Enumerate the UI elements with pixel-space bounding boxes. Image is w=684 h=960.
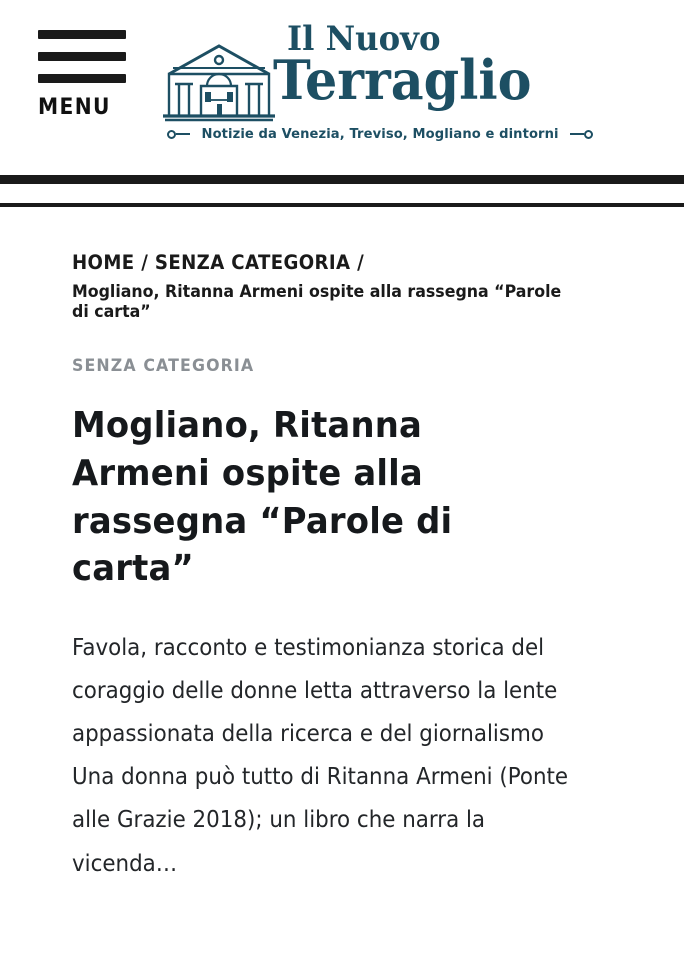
logo-line-1: Il Nuovo [287, 19, 441, 59]
tagline-dot-right-icon [584, 130, 593, 139]
header-rule-gap [0, 184, 684, 203]
logo-line-2: Terraglio [273, 48, 532, 112]
villa-building-icon [155, 30, 283, 126]
tagline-rule-right [570, 133, 584, 135]
article-category-label[interactable]: SENZA CATEGORIA [72, 356, 255, 377]
hamburger-icon[interactable] [38, 30, 126, 83]
breadcrumb-current: Mogliano, Ritanna Armeni ospite alla rassegna “Parole di carta” [72, 282, 562, 323]
site-header [0, 0, 684, 175]
breadcrumb-category[interactable]: SENZA CATEGORIA [154, 251, 351, 274]
breadcrumb [72, 251, 574, 275]
page-title: Mogliano, Ritanna Armeni ospite alla rassegna “Parole di carta” [72, 405, 453, 590]
article-excerpt: Favola, racconto e testimonianza storica del coraggio delle donne letta attraverso la lente appassionata della ricerca e del giornalismo Una donna può tutto di Ritanna Armeni (Ponte alle Grazie 2018); un libro che narra la vicenda… [72, 634, 569, 877]
breadcrumb-separator-2: / [357, 251, 365, 274]
header-rule-thick [0, 175, 684, 184]
logo-tagline: Notizie da Venezia, Treviso, Mogliano e dintorni [201, 126, 559, 142]
logo-wordmark [273, 19, 535, 112]
menu-label: MENU [38, 95, 111, 120]
logo-tagline-row [167, 126, 559, 142]
main-content [0, 207, 684, 886]
breadcrumb-home[interactable]: HOME [72, 251, 135, 274]
tagline-dot-left-icon [167, 130, 176, 139]
tagline-rule-left [176, 133, 190, 135]
breadcrumb-separator-1: / [141, 251, 149, 274]
site-logo[interactable] [155, 19, 559, 150]
menu-button[interactable] [38, 30, 130, 119]
